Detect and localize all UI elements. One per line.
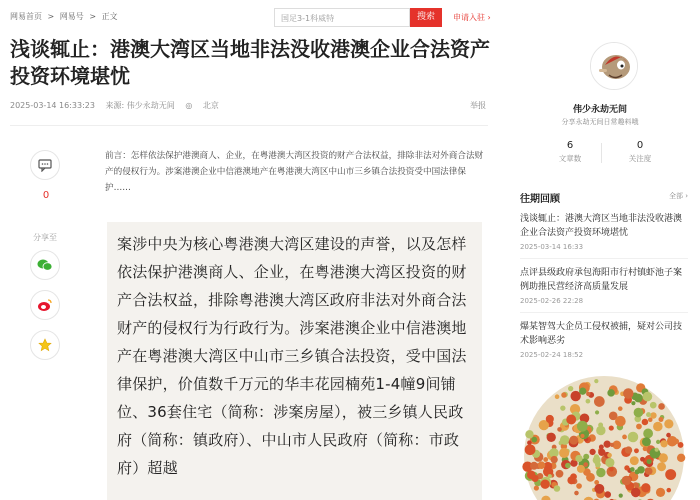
related-item-date: 2025-02-24 18:52 <box>520 351 584 359</box>
top-bar <box>0 0 700 34</box>
breadcrumb-home[interactable]: 网易首页 <box>10 12 42 21</box>
share-icons <box>30 250 60 370</box>
related-title: 往期回顾 <box>520 194 560 205</box>
comment-button[interactable] <box>30 150 60 180</box>
related-header <box>520 190 688 205</box>
author-name[interactable]: 伟少永劫无间 <box>572 105 627 115</box>
related-item-date: 2025-02-26 22:28 <box>520 297 584 305</box>
articles-stat <box>540 140 600 164</box>
share-label: 分享至 <box>33 233 57 242</box>
comment-icon <box>38 158 52 172</box>
author-description: 分享永劫无间日常趣料哦 <box>561 118 639 126</box>
related-divider <box>520 312 688 313</box>
fans-label: 关注度 <box>628 154 652 163</box>
breadcrumb-sep: > <box>47 12 55 21</box>
related-item-title[interactable]: 点评县级政府承包海阳市行村镇虾池子案例助推民营经济高质量发展 <box>520 268 683 292</box>
stat-divider <box>601 143 602 163</box>
comment-count: 0 <box>42 190 50 201</box>
breadcrumb-sep: > <box>89 12 97 21</box>
related-item[interactable] <box>520 212 688 251</box>
location-icon: ◎ <box>185 101 193 110</box>
breadcrumb-wangyihao[interactable]: 网易号 <box>59 12 84 21</box>
divider <box>10 125 488 126</box>
share-weibo-button[interactable] <box>30 290 60 320</box>
article-source[interactable]: 来源: 伟少永劫无间 <box>105 101 175 110</box>
related-item-title[interactable]: 浅谈辄止：港澳大湾区当地非法没收港澳企业合法资产投资环境堪忧 <box>520 214 683 238</box>
author-avatar[interactable] <box>590 42 638 90</box>
report-link[interactable]: 举报 <box>470 101 486 110</box>
share-wechat-button[interactable] <box>30 250 60 280</box>
article-meta <box>10 100 227 111</box>
ad-image[interactable] <box>520 372 688 500</box>
articles-label: 文章数 <box>558 154 582 163</box>
weibo-icon <box>37 298 53 312</box>
related-item[interactable] <box>520 320 688 359</box>
fans-count: 0 <box>636 140 644 151</box>
favorite-button[interactable] <box>30 330 60 360</box>
article-location: 北京 <box>202 101 219 110</box>
search-button[interactable]: 搜索 <box>410 8 442 27</box>
articles-count: 6 <box>566 140 574 151</box>
star-icon <box>38 338 52 352</box>
article-intro: 前言：怎样依法保护港澳商人、企业，在粤港澳大湾区投资的财产合法权益，排除非法对外商合法财产的侵权行为。涉案港澳企业中信港澳地产在粤港澳大湾区中山市三乡镇合法投资受中国法律保护…… <box>105 151 484 193</box>
related-item[interactable] <box>520 266 688 305</box>
fans-stat <box>610 140 670 164</box>
color-dots-image <box>520 372 688 500</box>
avatar-cartoon-icon <box>591 43 637 89</box>
wechat-icon <box>37 258 53 272</box>
publish-date: 2025-03-14 16:33:23 <box>10 101 95 110</box>
article-title: 浅谈辄止：港澳大湾区当地非法没收港澳企业合法资产投资环境堪忧 <box>10 37 490 88</box>
related-item-date: 2025-03-14 16:33 <box>520 243 584 251</box>
apply-join-link[interactable]: 申请入驻 › <box>453 13 491 22</box>
breadcrumb <box>10 11 121 22</box>
related-more-link[interactable]: 全部 › <box>668 192 688 200</box>
comment-column <box>30 150 62 201</box>
breadcrumb-current: 正文 <box>101 12 118 21</box>
related-divider <box>520 258 688 259</box>
search-input[interactable]: 国足3-1科威特 <box>274 8 410 27</box>
related-item-title[interactable]: 爆某智驾大企员工侵权被捕，疑对公司技术影响恶劣 <box>520 322 683 346</box>
article-body-text: 案涉中央为核心粤港澳大湾区建设的声誉，以及怎样依法保护港澳商人、企业，在粤港澳大湾区投资的财产合法权益，排除粤港澳大湾区政府非法对外商合法财产的侵权行为行政行为。涉案港澳企业中信港澳地产在粤港澳大湾区中山市三乡镇合法投资，受中国法律保护，价值数千万元的华丰花园楠苑1-4幢9间铺位、36套住宅（简称：涉案房屋），被三乡镇人民政府（简称：镇政府）、中山市人民政府（简称：市政府）超越 <box>117 235 467 477</box>
